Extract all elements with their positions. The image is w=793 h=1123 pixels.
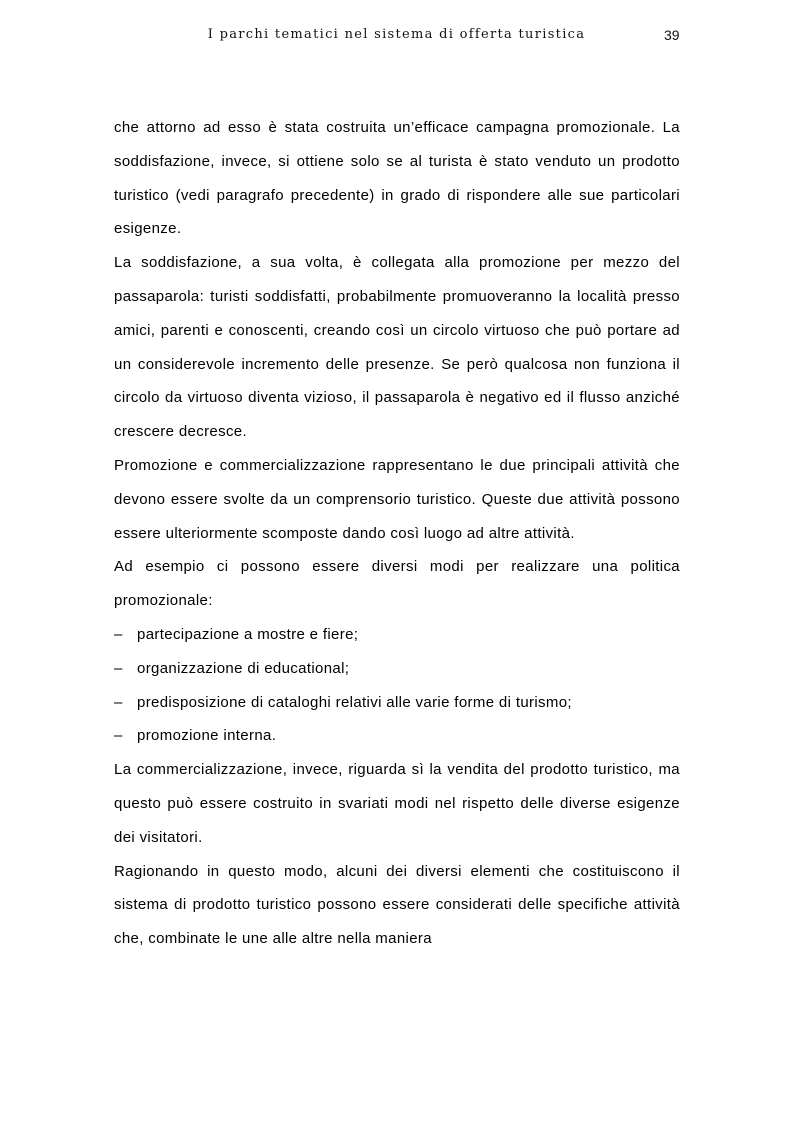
list-item [114,719,680,753]
page-number: 39 [664,27,680,43]
paragraph-ragionando: Ragionando in questo modo, alcuni dei diversi elementi che costituiscono il sistema di prodotto turistico possono essere considerati delle specifiche attività che, combinate le une alle altre nella maniera [114,862,680,948]
list-item [114,618,680,652]
list-item-text: partecipazione a mostre e fiere; [137,625,359,643]
body-text [114,111,680,956]
list-item [114,686,680,720]
running-header-title: I parchi tematici nel sistema di offerta turistica [207,27,586,42]
bullet-dash: – [114,693,123,711]
paragraph-passaparola: La soddisfazione, a sua volta, è collegata alla promozione per mezzo del passaparola: turisti soddisfatti, probabilmente promuoveranno la località presso amici, parenti e conoscenti, creando così un circolo virtuoso che può portare ad un considerevole incremento delle presenze. Se però qualcosa non funziona il circolo da virtuoso diventa vizioso, il passaparola è negativo ed il flusso anziché crescere decresce. [114,254,680,441]
paragraph-promozione-commercializzazione: Promozione e commercializzazione rappresentano le due principali attività che devono essere svolte da un comprensorio turistico. Queste due attività possono essere ulteriormente scomposte dando così luogo ad altre attività. [114,456,680,542]
list-item-text: organizzazione di educational; [137,659,350,677]
paragraph-politica-promozionale: Ad esempio ci possono essere diversi modi per realizzare una politica promozionale: [114,558,680,610]
list-item-text: predisposizione di cataloghi relativi alle varie forme di turismo; [137,693,572,711]
bullet-dash: – [114,625,123,643]
paragraph-commercializzazione: La commercializzazione, invece, riguarda sì la vendita del prodotto turistico, ma questo può essere costruito in svariati modi nel rispetto delle diverse esigenze dei visitatori. [114,761,680,846]
list-item [114,652,680,686]
paragraph-campagna: che attorno ad esso è stata costruita un’efficace campagna promozionale. La soddisfazione, invece, si ottiene solo se al turista è stato venduto un prodotto turistico (vedi paragrafo precedente) in grado di rispondere alle sue particolari esigenze. [114,119,680,238]
list-item-text: promozione interna. [137,727,277,745]
bullet-dash: – [114,727,123,745]
bullet-dash: – [114,659,123,677]
promotion-bullet-list [114,618,680,753]
